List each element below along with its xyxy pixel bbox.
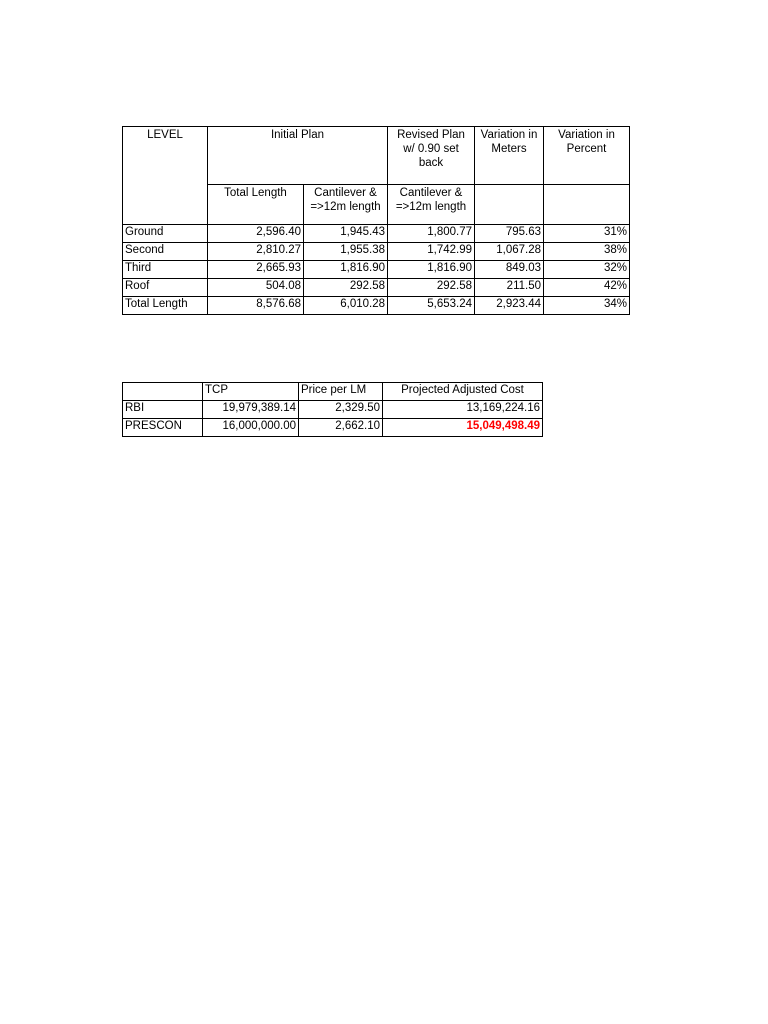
cantilever-revised-cell: 1,742.99 <box>388 243 475 261</box>
blank-header <box>123 383 203 401</box>
cantilever-initial-cell: 1,945.43 <box>304 225 388 243</box>
cost-projection-table <box>122 382 543 437</box>
price-per-lm-cell: 2,329.50 <box>299 401 383 419</box>
cantilever-revised-cell: 292.58 <box>388 279 475 297</box>
cantilever-revised-cell: 5,653.24 <box>388 297 475 315</box>
cantilever-initial-cell: 6,010.28 <box>304 297 388 315</box>
price-per-lm-cell: 2,662.10 <box>299 419 383 437</box>
projected-adjusted-cost-highlight: 15,049,498.49 <box>383 419 543 437</box>
blank-cell <box>475 185 544 225</box>
variation-meters-cell: 2,923.44 <box>475 297 544 315</box>
cantilever-revised-header: Cantilever & =>12m length <box>388 185 475 225</box>
cantilever-initial-cell: 1,816.90 <box>304 261 388 279</box>
initial-plan-header: Initial Plan <box>208 127 388 185</box>
variation-percent-cell: 32% <box>544 261 630 279</box>
cantilever-revised-cell: 1,800.77 <box>388 225 475 243</box>
level-cell: Total Length <box>123 297 208 315</box>
variation-meters-header: Variation in Meters <box>475 127 544 185</box>
cantilever-initial-cell: 292.58 <box>304 279 388 297</box>
total-length-cell: 2,810.27 <box>208 243 304 261</box>
variation-meters-cell: 1,067.28 <box>475 243 544 261</box>
projected-adjusted-cost-cell: 13,169,224.16 <box>383 401 543 419</box>
level-cell: Ground <box>123 225 208 243</box>
cantilever-initial-cell: 1,955.38 <box>304 243 388 261</box>
header-row-1 <box>123 127 630 185</box>
variation-percent-header: Variation in Percent <box>544 127 630 185</box>
cantilever-initial-header: Cantilever & =>12m length <box>304 185 388 225</box>
level-header: LEVEL <box>123 127 208 225</box>
table-row <box>123 261 630 279</box>
table-row <box>123 279 630 297</box>
table-row <box>123 401 543 419</box>
table-row <box>123 419 543 437</box>
price-per-lm-header: Price per LM <box>299 383 383 401</box>
total-length-cell: 8,576.68 <box>208 297 304 315</box>
table-row <box>123 225 630 243</box>
total-length-cell: 2,596.40 <box>208 225 304 243</box>
variation-percent-cell: 34% <box>544 297 630 315</box>
contractor-name-cell: RBI <box>123 401 203 419</box>
length-comparison-table <box>122 126 630 315</box>
tcp-cell: 19,979,389.14 <box>203 401 299 419</box>
total-row <box>123 297 630 315</box>
blank-cell <box>544 185 630 225</box>
level-cell: Third <box>123 261 208 279</box>
level-cell: Roof <box>123 279 208 297</box>
contractor-name-cell: PRESCON <box>123 419 203 437</box>
total-length-cell: 504.08 <box>208 279 304 297</box>
revised-plan-header: Revised Plan w/ 0.90 set back <box>388 127 475 185</box>
header-row <box>123 383 543 401</box>
tcp-header: TCP <box>203 383 299 401</box>
variation-meters-cell: 849.03 <box>475 261 544 279</box>
total-length-header: Total Length <box>208 185 304 225</box>
variation-meters-cell: 211.50 <box>475 279 544 297</box>
projected-adjusted-cost-header: Projected Adjusted Cost <box>383 383 543 401</box>
variation-meters-cell: 795.63 <box>475 225 544 243</box>
level-cell: Second <box>123 243 208 261</box>
variation-percent-cell: 31% <box>544 225 630 243</box>
tcp-cell: 16,000,000.00 <box>203 419 299 437</box>
total-length-cell: 2,665.93 <box>208 261 304 279</box>
cantilever-revised-cell: 1,816.90 <box>388 261 475 279</box>
variation-percent-cell: 38% <box>544 243 630 261</box>
table-row <box>123 243 630 261</box>
variation-percent-cell: 42% <box>544 279 630 297</box>
